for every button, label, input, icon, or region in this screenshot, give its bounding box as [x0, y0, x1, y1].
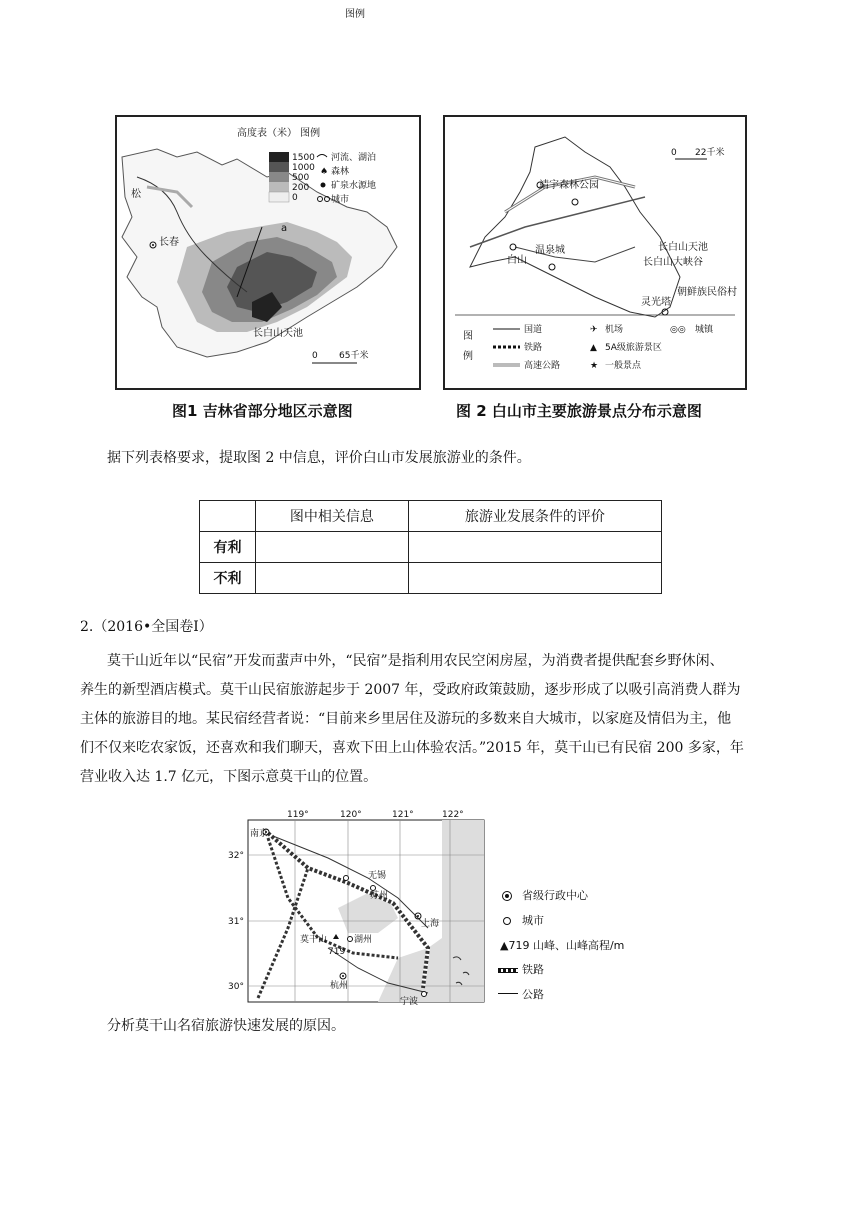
question2-line: 营业收入达 1.7 亿元，下图示意莫干山的位置。 [80, 769, 378, 785]
figure1-legend-title: 高度表（米） 图例 [237, 128, 321, 139]
svg-text:♠: ♠ [320, 167, 329, 177]
question2-line: 养生的新型酒店模式。莫干山民宿旅游起步于 2007 年，受政府政策鼓励，逐步形成了以吸引高消费人群为 [80, 682, 741, 698]
svg-text:0: 0 [292, 193, 298, 203]
svg-text:南京: 南京 [250, 829, 269, 839]
svg-text:温泉城: 温泉城 [535, 245, 565, 256]
svg-text:▲: ▲ [590, 343, 597, 353]
answer-cell[interactable] [408, 532, 661, 563]
table-row [200, 532, 662, 563]
moganshan-map-svg [228, 808, 488, 1008]
figure1-scale: 65千米 [339, 351, 369, 361]
provincial-center-icon [502, 891, 512, 901]
figure1-caption: 图1 吉林省部分地区示意图 [172, 402, 353, 420]
table-header-info: 图中相关信息 [256, 501, 409, 532]
svg-text:图: 图 [463, 331, 473, 342]
moganshan-map [228, 808, 488, 1008]
svg-text:朝鲜族民俗村: 朝鲜族民俗村 [677, 287, 737, 298]
question2-line: 们不仅来吃农家饭，还喜欢和我们聊天，喜欢下田上山体验农活。”2015 年，莫干山已有民宿 200 多家，年 [80, 740, 744, 756]
svg-text:森林: 森林 [331, 167, 350, 177]
svg-text:杭州: 杭州 [330, 981, 349, 991]
svg-text:河流、湖泊: 河流、湖泊 [331, 153, 377, 163]
figure2-legend [463, 323, 714, 371]
svg-text:31°: 31° [228, 917, 244, 927]
svg-text:上海: 上海 [421, 919, 440, 929]
svg-text:城镇: 城镇 [695, 325, 714, 335]
answer-cell[interactable] [408, 563, 661, 594]
figure1-terrain [117, 117, 419, 388]
svg-text:城市: 城市 [331, 195, 350, 205]
svg-text:无锡: 无锡 [368, 871, 387, 881]
svg-text:灵光塔: 灵光塔 [641, 297, 671, 308]
instruction-text: 据下列表格要求，提取图 2 中信息，评价白山市发展旅游业的条件。 [107, 450, 531, 466]
question2-line: 莫干山近年以“民宿”开发而蜚声中外，“民宿”是指利用农民空闲房屋，为消费者提供配套乡野休闲、 [107, 653, 724, 669]
svg-text:32°: 32° [228, 851, 244, 861]
table-row [200, 563, 662, 594]
svg-text:国道: 国道 [524, 325, 543, 335]
svg-text:莫干山: 莫干山 [300, 935, 328, 945]
svg-text:靖宇森林公园: 靖宇森林公园 [539, 180, 599, 191]
final-question: 分析莫干山名宿旅游快速发展的原因。 [107, 1018, 345, 1034]
svg-text:★: ★ [590, 361, 599, 371]
svg-text:119°: 119° [287, 810, 309, 820]
city-icon [503, 917, 511, 925]
table-header-blank [200, 501, 256, 532]
svg-text:长白山天池: 长白山天池 [658, 242, 708, 253]
svg-text:例: 例 [463, 351, 473, 362]
svg-text:5A级旅游景区: 5A级旅游景区 [605, 343, 662, 353]
svg-text:白山: 白山 [507, 255, 527, 266]
svg-text:长白山大峡谷: 长白山大峡谷 [643, 257, 703, 268]
svg-text:铁路: 铁路 [524, 343, 543, 353]
svg-text:500: 500 [292, 173, 310, 183]
evaluation-table [199, 500, 662, 594]
svg-text:宁波: 宁波 [400, 997, 419, 1007]
table-header-evaluation: 旅游业发展条件的评价 [408, 501, 661, 532]
answer-cell[interactable] [256, 563, 409, 594]
svg-text:矿泉水源地: 矿泉水源地 [331, 181, 377, 191]
railway-icon [498, 968, 518, 973]
svg-text:120°: 120° [340, 810, 362, 820]
river-label: 松 [131, 189, 141, 200]
row-label-unfavorable: 不利 [200, 563, 256, 594]
question2-heading: 2.（2016•全国卷Ⅰ） [80, 619, 213, 635]
svg-text:◎◎: ◎◎ [670, 325, 686, 335]
figure2-scale: 22千米 [695, 148, 725, 158]
svg-text:1000: 1000 [292, 163, 315, 173]
svg-text:122°: 122° [442, 810, 464, 820]
svg-text:200: 200 [292, 183, 310, 193]
svg-text:✈: ✈ [590, 325, 598, 335]
peak-label: 长白山天池 [253, 328, 303, 339]
svg-text:湖州: 湖州 [354, 935, 373, 945]
figure1-map [115, 115, 421, 390]
svg-text:0: 0 [312, 351, 318, 361]
svg-text:苏州: 苏州 [370, 891, 389, 901]
svg-text:121°: 121° [392, 810, 414, 820]
svg-text:30°: 30° [228, 982, 244, 992]
svg-text:0: 0 [671, 148, 677, 158]
svg-text:1500: 1500 [292, 153, 315, 163]
answer-cell[interactable] [256, 532, 409, 563]
question2-line: 主体的旅游目的地。某民宿经营者说：“目前来乡里居住及游玩的多数来自大城市，以家庭及情侣为主，他 [80, 711, 732, 727]
svg-text:719: 719 [328, 947, 346, 957]
point-a-label: a [281, 223, 288, 234]
svg-text:高速公路: 高速公路 [524, 361, 561, 371]
city-label: 长春 [159, 237, 179, 248]
row-label-favorable: 有利 [200, 532, 256, 563]
svg-text:图例: 图例 [345, 9, 365, 20]
road-icon [498, 993, 518, 994]
map3-legend: 省级行政中心 城市 ▲719 山峰、山峰高程/m 铁路 公路 [500, 889, 625, 1001]
svg-text:一般景点: 一般景点 [605, 361, 642, 371]
svg-text:机场: 机场 [605, 325, 624, 335]
figure2-caption: 图 2 白山市主要旅游景点分布示意图 [456, 402, 702, 420]
